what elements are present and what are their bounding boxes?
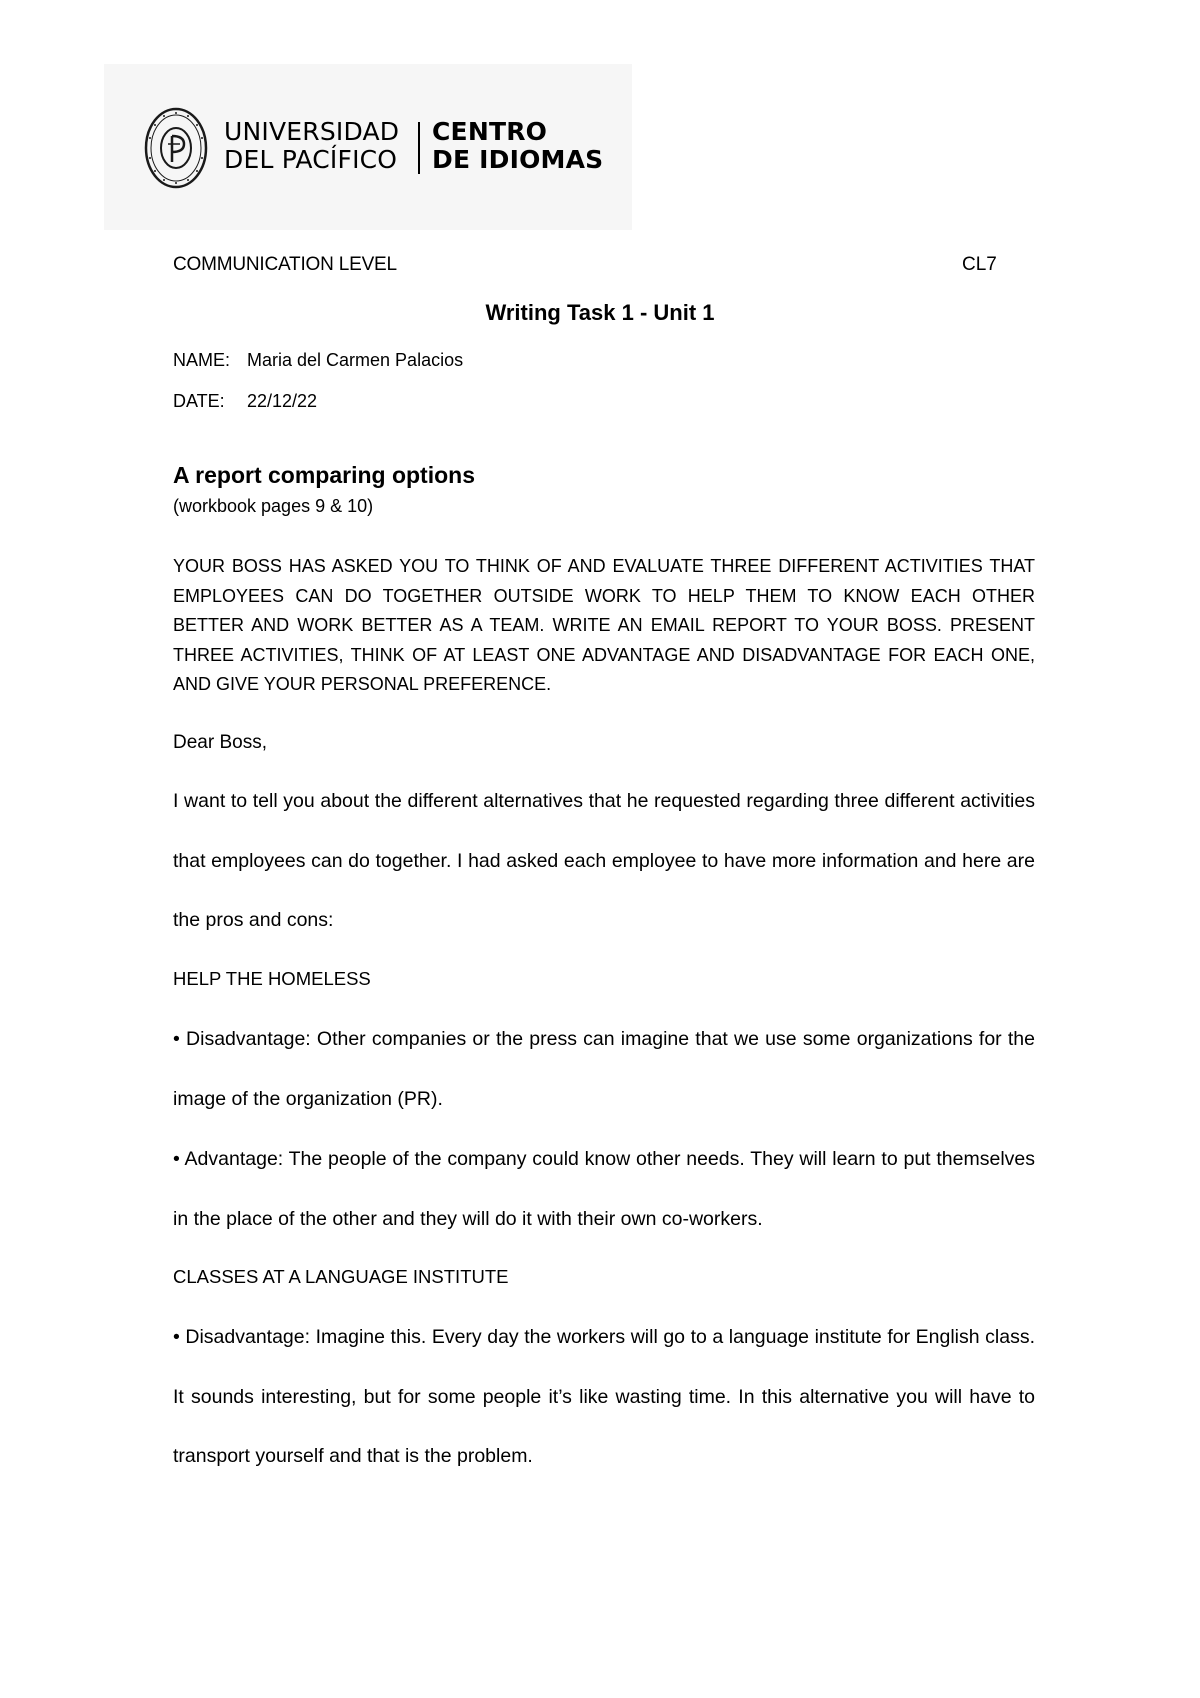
- section-point: • Disadvantage: Imagine this. Every day the workers will go to a language institute for English class. It sounds interesting, but for some people it’s like wasting time. In this alternative you will have to transport yourself and that is the problem.: [173, 1326, 1035, 1467]
- letter-intro-paragraph: I want to tell you about the different alternatives that he requested regarding three different activities that employees can do together. I had asked each employee to have more information and here are the pros and cons:: [173, 790, 1035, 931]
- date-row: [173, 391, 317, 412]
- report-subheading: (workbook pages 9 & 10): [173, 496, 374, 516]
- university-seal-icon: [144, 106, 208, 190]
- logo-university-line2: DEL PACÍFICO: [224, 145, 398, 174]
- letter-salutation: Dear Boss,: [173, 732, 267, 753]
- date-value: 22/12/22: [247, 391, 318, 411]
- course-level-code: CL7: [962, 254, 997, 275]
- section-point: • Advantage: The people of the company could know other needs. They will learn to put themselves in the place of the other and they will do it with their own co-workers.: [173, 1148, 1035, 1230]
- student-name: Maria del Carmen Palacios: [247, 350, 464, 370]
- date-label: DATE:: [173, 391, 225, 411]
- language-center-logo-text: [432, 118, 603, 174]
- course-level: COMMUNICATION LEVEL: [173, 254, 397, 275]
- section-heading: CLASSES AT A LANGUAGE INSTITUTE: [173, 1266, 509, 1287]
- logo-university-line1: UNIVERSIDAD: [224, 117, 400, 146]
- section-heading: HELP THE HOMELESS: [173, 968, 371, 989]
- logo-divider: [418, 122, 420, 174]
- logo-center-line1: CENTRO: [432, 117, 548, 146]
- section-point: • Disadvantage: Other companies or the press can imagine that we use some organizations for the image of the organization (PR).: [173, 1028, 1035, 1110]
- name-label: NAME:: [173, 350, 231, 370]
- task-title: Writing Task 1 - Unit 1: [485, 300, 715, 325]
- student-name-row: [173, 350, 463, 371]
- report-heading: A report comparing options: [173, 462, 475, 488]
- university-logo-text: [224, 118, 399, 174]
- logo-center-line2: DE IDIOMAS: [432, 145, 604, 174]
- task-instructions: YOUR BOSS HAS ASKED YOU TO THINK OF AND EVALUATE THREE DIFFERENT ACTIVITIES THAT EMPLOYEES CAN DO TOGETHER OUTSIDE WORK TO HELP THEM TO KNOW EACH OTHER BETTER AND WORK BETTER AS A TEAM. WRITE AN EMAIL REPORT TO YOUR BOSS. PRESENT THREE ACTIVITIES, THINK OF AT LEAST ONE ADVANTAGE AND DISADVANTAGE FOR EACH ONE, AND GIVE YOUR PERSONAL PREFERENCE.: [173, 556, 1035, 694]
